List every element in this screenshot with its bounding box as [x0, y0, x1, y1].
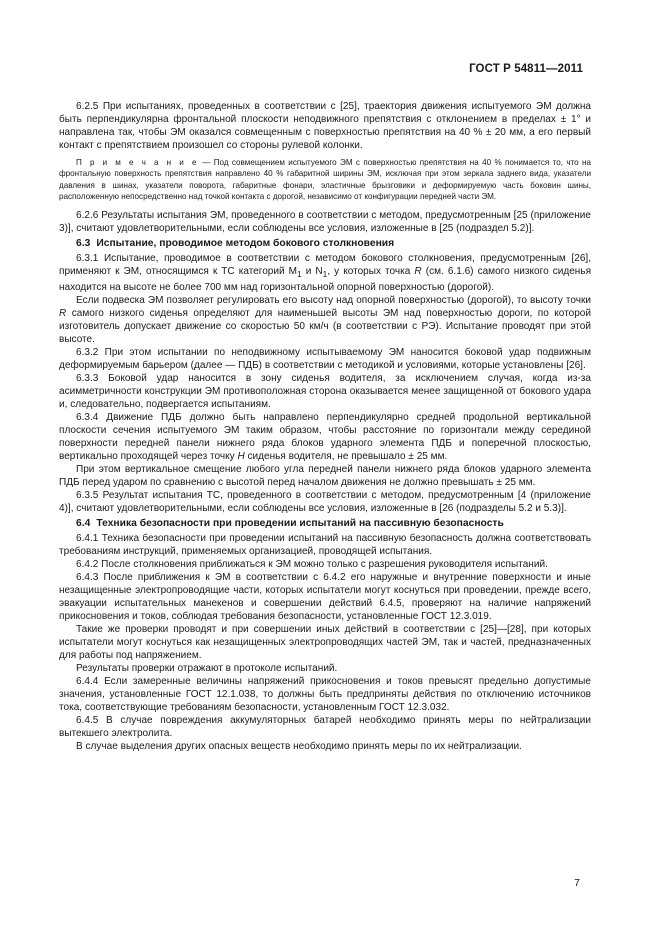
paragraph-6-3-4 — [59, 411, 591, 463]
text-run: 6.3.1 Испытание, проводимое в соответствии с методом бокового столкновения, предусмотренным [26], применяют к ЭМ, относящимся к ТС категорий M — [59, 253, 591, 278]
paragraph-6-3-3: 6.3.3 Боковой удар наносится в зону сиденья водителя, за исключением случая, когда из-за асимметричности конструкции ЭМ противоположная сторона оказывается менее защищенной от бокового удара и, следовательно, подвергается испытаниям. — [59, 373, 591, 411]
section-number: 6.3 — [76, 237, 91, 249]
italic-symbol: H — [237, 451, 245, 463]
paragraph-6-4-1: 6.4.1 Техника безопасности при проведении испытаний на пассивную безопасность должна соответствовать требованиям инструкций, применяемых организацией, проводящей испытания. — [59, 533, 591, 558]
paragraph-6-4-3-results: Результаты проверки отражают в протоколе испытаний. — [76, 663, 338, 675]
text-run: (см. 6.1.6) самого низкого сиденья находится на высоте не более 700 мм над горизонтальной опорной поверхностью (дорогой). — [59, 266, 592, 294]
paragraph-6-3-1 — [59, 252, 591, 294]
paragraph-6-4-4: 6.4.4 Если замеренные величины напряжений прикосновения и токов превысят предельно допустимые значения, установленные ГОСТ 12.1.038, то должны быть предприняты действия по отключению источников тока, соответствующие требованиям безопасности, установленным ГОСТ 12.3.032. — [59, 676, 591, 714]
text-run: , у которых точка — [327, 266, 415, 278]
note-text: — Под совмещением испытуемого ЭМ с поверхностью препятствия на 40 % понимается то, что на фронтальную поверхность препятствия направлено 40 % габаритной ширины ЭМ, исключая при этом зеркала заднего вида, указатели давления в шинах, указатели поворота, габаритные фонари, эластичные брызговики и деформируемую часть боковин шины, расположенную непосредственно над точкой контакта с дорогой, независимо от конфигурации передней части ЭМ. — [59, 158, 591, 202]
paragraph-6-4-5-continued: В случае выделения других опасных веществ необходимо принять меры по их нейтрализации. — [76, 741, 522, 753]
paragraph-6-4-5: 6.4.5 В случае повреждения аккумуляторных батарей необходимо принять меры по нейтрализации вытекшего электролита. — [59, 715, 591, 740]
section-title: Техника безопасности при проведении испытаний на пассивную безопасность — [96, 518, 504, 530]
page-content — [59, 100, 591, 753]
section-number: 6.4 — [76, 518, 91, 530]
subscript: 1 — [297, 269, 302, 280]
paragraph-6-4-3: 6.4.3 После приближения к ЭМ в соответствии с 6.4.2 его наружные и внутренние поверхности и иные незащищенные электропроводящие части, которых испытатели могут коснуться при проведении, прежде всего, эвакуации испытательных манекенов и совершении действий 6.4.5, проверяют на наличие напряжений прикосновения и токов, соблюдая требования безопасности, установленные ГОСТ 12.3.019. — [59, 572, 591, 623]
text-run: Если подвеска ЭМ позволяет регулировать его высоту над опорной поверхностью (дорогой), то высоту точки — [76, 295, 591, 307]
subscript: 1 — [322, 269, 328, 280]
section-title: Испытание, проводимое методом бокового столкновения — [96, 237, 395, 249]
text-run: самого низкого сиденья определяют для наименьшей высоты ЭМ над поверхностью дороги, по которой изготовитель допускает движение со скоростью 50 км/ч (в соответствии с РЭ). Испытание проводят при этой высоте. — [59, 308, 591, 346]
note-paragraph — [59, 157, 591, 203]
section-heading-6-3 — [59, 237, 591, 250]
paragraph-6-3-4-continued: При этом вертикальное смещение любого угла передней панели нижнего ряда блоков ударного элемента ПДБ перед ударом по сравнению с высотой перед началом движения не должно превышать ± 25 мм. — [59, 464, 591, 489]
standard-header: ГОСТ Р 54811—2011 — [469, 63, 583, 75]
section-heading-6-4 — [59, 517, 591, 530]
paragraph-6-2-5: 6.2.5 При испытаниях, проведенных в соответствии с [25], траектория движения испытуемого ЭМ должна быть перпендикулярна фронтальной плоскости неподвижного препятствия с отклонением в пределах ± 1° и направлена так, чтобы ЭМ оказался совмещенным с поверхностью препятствия на 40 % ± 20 мм, а его первый контакт с препятствием произошел со стороны рулевой колонки. — [59, 101, 591, 151]
text-run: сиденья водителя, не превышало ± 25 мм. — [244, 451, 448, 463]
text-run: и N — [301, 266, 323, 278]
italic-symbol: R — [59, 308, 67, 320]
paragraph-6-2-6: 6.2.6 Результаты испытания ЭМ, проведенного в соответствии с методом, предусмотренным [25 (приложение 3)], считают удовлетворительными, если соблюдены все условия, изложенные в [25 (подраздел 5.2)]. — [59, 209, 591, 234]
paragraph-6-3-1-continued — [59, 294, 591, 346]
paragraph-6-3-2: 6.3.2 При этом испытании по неподвижному испытываемому ЭМ наносится боковой удар подвижным деформируемым барьером (далее — ПДБ) в соответствии с методикой и условиями, которые установлены [26]. — [59, 347, 591, 372]
paragraph-6-3-5: 6.3.5 Результат испытания ТС, проведенного в соответствии с методом, предусмотренным [4 (приложение 4)], считают удовлетворительными, если соблюдены все условия, изложенные в [26 (подразделы 5.2 и 5.3)]. — [59, 490, 591, 515]
text-run: 6.3.4 Движение ПДБ должно быть направлено перпендикулярно средней продольной вертикальной плоскости сечения испытуемого ЭМ таким образом, чтобы расстояние по горизонтали между серединой поверхности передней панели нижнего ряда блоков ударного элемента ПДБ и поперечной плоскостью, вертикально проходящей через точку — [59, 412, 591, 463]
paragraph-6-4-2: 6.4.2 После столкновения приближаться к ЭМ можно только с разрешения руководителя испытаний. — [76, 559, 548, 571]
note-label: П р и м е ч а н и е — [76, 158, 199, 167]
page-number: 7 — [574, 877, 580, 889]
paragraph-6-4-3-continued: Такие же проверки проводят и при совершении иных действий в соответствии с [25]—[28], при которых испытатели могут коснуться как незащищенных электропроводящих частей ЭМ, так и частей, предназначенных для работы под напряжением. — [59, 624, 591, 662]
italic-symbol: R — [414, 266, 422, 278]
